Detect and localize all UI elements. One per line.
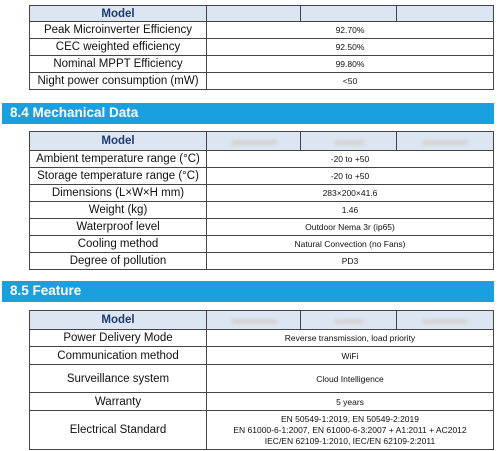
row-value: 92.70% [207,22,494,39]
efficiency-table [29,5,494,90]
feature-table [29,310,494,450]
table-row [30,236,494,253]
row-value: 1.46 [207,202,494,219]
standards-cell [207,411,494,450]
row-label: Power Delivery Mode [30,330,207,347]
standard-line: EN 61000-6-1:2007, EN 61000-6-3:2007 + A1:2011 + AC2012 [233,424,467,435]
row-value: 92.50% [207,39,494,56]
model-header: Model [30,6,207,22]
model-name-cell [397,6,494,22]
row-label: Night power consumption (mW) [30,73,207,90]
table-row [30,202,494,219]
table-row [30,365,494,393]
row-value: -20 to +50 [207,151,494,168]
row-value: WiFi [207,347,494,365]
row-value: PD3 [207,253,494,270]
table-row [30,411,494,450]
row-label: Dimensions (L×W×H mm) [30,185,207,202]
redacted-model-name [231,140,277,145]
model-header: Model [30,132,207,151]
row-label: Electrical Standard [30,411,207,450]
row-value: Reverse transmission, load priority [207,330,494,347]
row-label: Weight (kg) [30,202,207,219]
section-heading-feature [2,281,494,302]
row-value: <50 [207,73,494,90]
row-label: Degree of pollution [30,253,207,270]
row-label: Warranty [30,393,207,411]
section-title: 8.5 Feature [10,283,82,298]
model-name-cell [301,311,397,330]
row-value: 99.80% [207,56,494,73]
model-name-cell [301,6,397,22]
row-value: Natural Convection (no Fans) [207,236,494,253]
row-value: -20 to +50 [207,168,494,185]
mechanical-table [29,131,494,270]
row-value: Cloud Intelligence [207,365,494,393]
model-name-cell [207,132,301,151]
table-row [30,151,494,168]
table-row [30,330,494,347]
model-name-cell [397,311,494,330]
row-label: Storage temperature range (°C) [30,168,207,185]
section-title: 8.4 Mechanical Data [10,105,139,120]
table-row [30,39,494,56]
table-row [30,219,494,236]
row-label: Waterproof level [30,219,207,236]
model-name-cell [301,132,397,151]
redacted-model-name [422,140,468,145]
table-row [30,73,494,90]
model-name-cell [207,6,301,22]
redacted-model-name [422,319,468,324]
model-name-cell [397,132,494,151]
table-row [30,185,494,202]
section-heading-mechanical [2,103,494,124]
row-value: 283×200×41.6 [207,185,494,202]
standard-line: IEC/EN 62109-1:2010, IEC/EN 62109-2:2011 [264,435,436,446]
table-row [30,393,494,411]
row-label: Ambient temperature range (°C) [30,151,207,168]
row-label: Communication method [30,347,207,365]
table-row [30,253,494,270]
model-header: Model [30,311,207,330]
row-label: Surveillance system [30,365,207,393]
row-label: Cooling method [30,236,207,253]
table-row [30,56,494,73]
model-name-cell [207,311,301,330]
standard-line: EN 50549-1:2019, EN 50549-2:2019 [281,413,419,424]
row-label: Peak Microinverter Efficiency [30,22,207,39]
table-header-row [30,311,494,330]
table-header-row [30,132,494,151]
redacted-model-name [334,319,364,324]
row-label: CEC weighted efficiency [30,39,207,56]
row-value: Outdoor Nema 3r (ip65) [207,219,494,236]
redacted-model-name [231,319,277,324]
redacted-model-name [334,140,364,145]
table-row [30,347,494,365]
table-row [30,168,494,185]
row-value: 5 years [207,393,494,411]
table-header-row [30,6,494,22]
table-row [30,22,494,39]
row-label: Nominal MPPT Efficiency [30,56,207,73]
